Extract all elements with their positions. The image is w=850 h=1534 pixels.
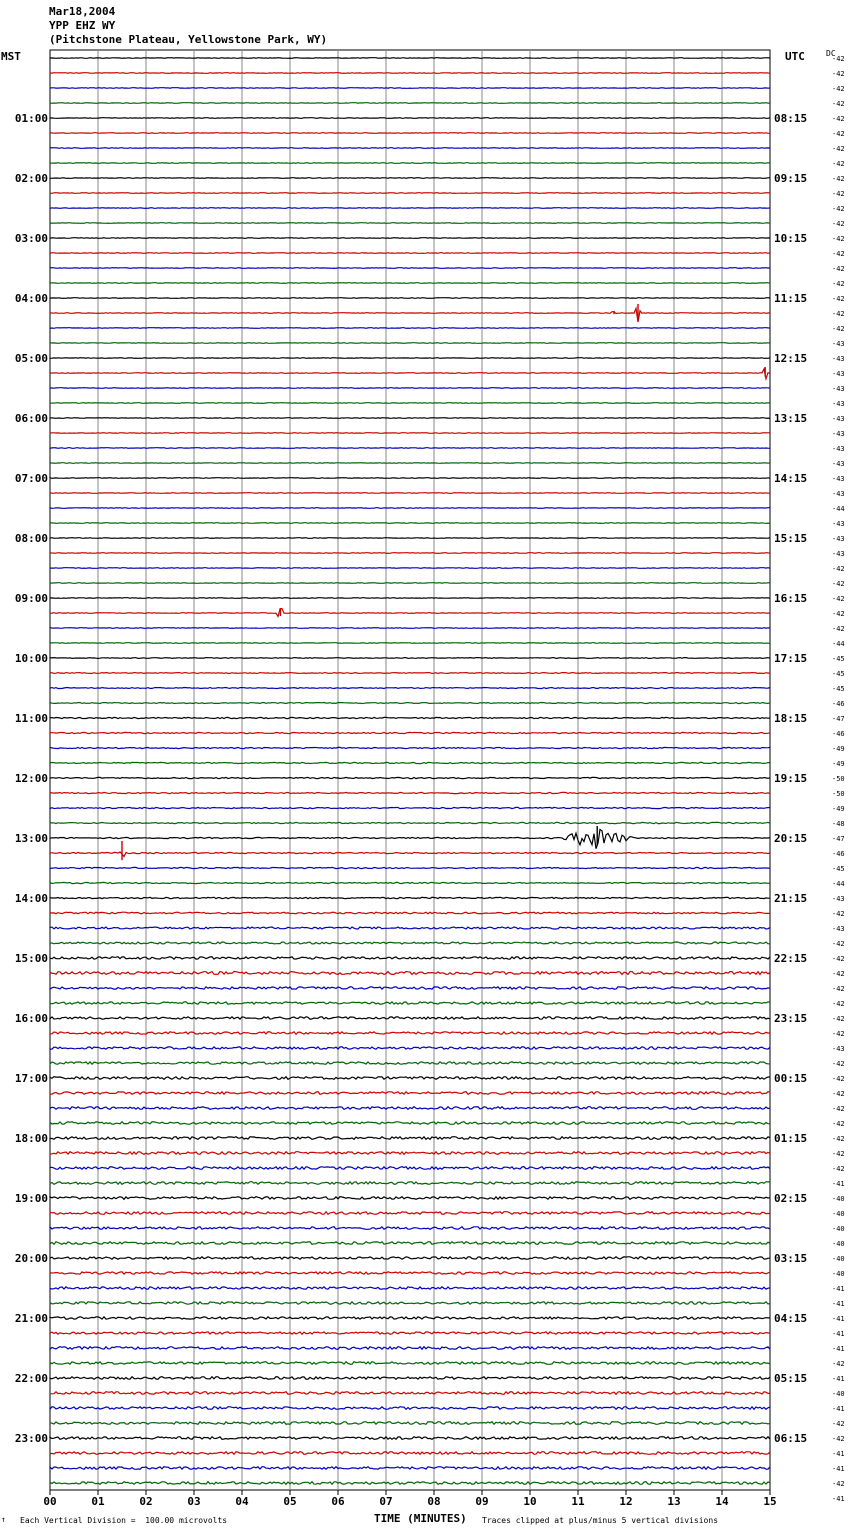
- x-tick-label: 03: [187, 1495, 201, 1508]
- trace-line: [50, 1467, 770, 1470]
- trace-line: [50, 58, 770, 59]
- mst-time-label: 13:00: [14, 832, 48, 845]
- dc-offset-label: -41: [832, 1405, 845, 1413]
- trace-line: [50, 1077, 770, 1080]
- trace-line: [50, 1092, 770, 1095]
- trace-line: [50, 343, 770, 344]
- dc-offset-label: -50: [832, 775, 845, 783]
- dc-offset-label: -41: [832, 1495, 845, 1503]
- trace-line: [50, 88, 770, 89]
- dc-offset-label: -41: [832, 1450, 845, 1458]
- mst-time-label: 22:00: [14, 1372, 48, 1385]
- dc-offset-label: -42: [832, 100, 845, 108]
- x-axis-title: TIME (MINUTES): [374, 1512, 467, 1525]
- trace-line: [50, 268, 770, 269]
- dc-offset-label: -42: [832, 985, 845, 993]
- dc-offset-label: -42: [832, 1030, 845, 1038]
- trace-line: [50, 193, 770, 194]
- x-tick-label: 00: [43, 1495, 57, 1508]
- dc-offset-label: -41: [832, 1465, 845, 1473]
- mst-time-label: 07:00: [14, 472, 48, 485]
- trace-line: [50, 1182, 770, 1185]
- utc-time-label: 23:15: [774, 1012, 808, 1025]
- trace-line: [50, 508, 770, 509]
- dc-offset-label: -42: [832, 70, 845, 78]
- utc-time-label: 22:15: [774, 952, 808, 965]
- x-tick-label: 05: [283, 1495, 297, 1508]
- dc-offset-label: -43: [832, 400, 845, 408]
- utc-time-label: 21:15: [774, 892, 808, 905]
- trace-line: [50, 208, 770, 209]
- dc-offset-label: -42: [832, 310, 845, 318]
- dc-offset-label: -41: [832, 1285, 845, 1293]
- trace-line: [50, 628, 770, 629]
- dc-offset-label: -42: [832, 1000, 845, 1008]
- mst-time-label: 11:00: [14, 712, 48, 725]
- dc-offset-label: -44: [832, 505, 845, 513]
- dc-offset-label: -42: [832, 235, 845, 243]
- dc-offset-label: -40: [832, 1210, 845, 1218]
- dc-offset-label: -43: [832, 430, 845, 438]
- mst-time-label: 01:00: [14, 112, 48, 125]
- trace-line: [50, 987, 770, 989]
- dc-offset-label: -42: [832, 910, 845, 918]
- dc-offset-label: -46: [832, 850, 845, 858]
- x-tick-label: 12: [619, 1495, 633, 1508]
- dc-offset-label: -42: [832, 610, 845, 618]
- dc-offset-label: -42: [832, 1480, 845, 1488]
- dc-offset-label: -42: [832, 220, 845, 228]
- dc-axis-title: DC: [826, 49, 836, 58]
- utc-time-label: 18:15: [774, 712, 808, 725]
- trace-line: [50, 777, 770, 778]
- mst-time-label: 02:00: [14, 172, 48, 185]
- dc-offset-label: -42: [832, 1420, 845, 1428]
- mst-time-label: 03:00: [14, 232, 48, 245]
- trace-line: [50, 1437, 770, 1440]
- trace-line: [50, 583, 770, 584]
- utc-time-label: 04:15: [774, 1312, 808, 1325]
- trace-line: [50, 658, 770, 659]
- dc-offset-label: -43: [832, 490, 845, 498]
- trace-line: [50, 463, 770, 464]
- dc-offset-label: -40: [832, 1225, 845, 1233]
- trace-line: [50, 1482, 770, 1485]
- dc-offset-label: -45: [832, 685, 845, 693]
- dc-offset-label: -42: [832, 1090, 845, 1098]
- trace-line: [50, 478, 770, 479]
- mst-time-label: 18:00: [14, 1132, 48, 1145]
- trace-line: [50, 133, 770, 134]
- dc-offset-label: -43: [832, 1045, 845, 1053]
- dc-offset-label: -42: [832, 1015, 845, 1023]
- dc-offset-label: -44: [832, 640, 845, 648]
- station-name: YPP EHZ WY: [49, 19, 116, 32]
- dc-offset-label: -49: [832, 745, 845, 753]
- mst-time-label: 23:00: [14, 1432, 48, 1445]
- x-tick-label: 06: [331, 1495, 345, 1508]
- trace-line: [50, 717, 770, 718]
- mst-time-label: 15:00: [14, 952, 48, 965]
- trace-line: [50, 1422, 770, 1425]
- dc-offset-label: -48: [832, 820, 845, 828]
- trace-line: [50, 538, 770, 539]
- utc-time-label: 16:15: [774, 592, 808, 605]
- mst-time-label: 21:00: [14, 1312, 48, 1325]
- trace-line: [50, 897, 770, 898]
- trace-line: [50, 283, 770, 284]
- trace-line: [50, 688, 770, 689]
- trace-line: [50, 73, 770, 74]
- trace-line: [50, 1032, 770, 1034]
- trace-line: [50, 178, 770, 179]
- trace-line: [50, 1272, 770, 1274]
- dc-offset-label: -42: [832, 280, 845, 288]
- trace-line: [50, 553, 770, 554]
- x-tick-label: 15: [763, 1495, 777, 1508]
- dc-offset-label: -42: [832, 1120, 845, 1128]
- mst-time-label: 08:00: [14, 532, 48, 545]
- trace-line: [50, 1332, 770, 1334]
- dc-offset-label: -45: [832, 865, 845, 873]
- dc-offset-label: -42: [832, 145, 845, 153]
- utc-time-label: 01:15: [774, 1132, 808, 1145]
- trace-line: [50, 1317, 770, 1319]
- trace-line: [50, 829, 770, 848]
- utc-time-label: 13:15: [774, 412, 808, 425]
- dc-offset-label: -42: [832, 1135, 845, 1143]
- trace-line: [50, 1212, 770, 1215]
- dc-offset-label: -41: [832, 1345, 845, 1353]
- trace-line: [50, 568, 770, 569]
- trace-line: [50, 523, 770, 524]
- utc-time-label: 03:15: [774, 1252, 808, 1265]
- station-location: (Pitchstone Plateau, Yellowstone Park, WY): [49, 33, 328, 46]
- dc-offset-label: -42: [832, 955, 845, 963]
- trace-line: [50, 1227, 770, 1230]
- utc-time-label: 15:15: [774, 532, 808, 545]
- mst-time-label: 19:00: [14, 1192, 48, 1205]
- dc-offset-label: -43: [832, 370, 845, 378]
- dc-offset-label: -40: [832, 1270, 845, 1278]
- trace-line: [50, 163, 770, 164]
- x-tick-label: 07: [379, 1495, 393, 1508]
- dc-offset-label: -45: [832, 670, 845, 678]
- utc-time-label: 06:15: [774, 1432, 808, 1445]
- dc-offset-label: -42: [832, 1360, 845, 1368]
- utc-time-label: 12:15: [774, 352, 808, 365]
- dc-offset-label: -50: [832, 790, 845, 798]
- trace-line: [50, 103, 770, 104]
- dc-offset-label: -42: [832, 250, 845, 258]
- x-tick-label: 13: [667, 1495, 681, 1508]
- dc-offset-label: -42: [832, 1165, 845, 1173]
- trace-line: [50, 1152, 770, 1155]
- trace-line: [50, 403, 770, 404]
- mst-time-label: 10:00: [14, 652, 48, 665]
- trace-line: [50, 1287, 770, 1289]
- utc-time-label: 10:15: [774, 232, 808, 245]
- trace-line: [50, 1407, 770, 1410]
- trace-line: [50, 942, 770, 944]
- dc-offset-label: -42: [832, 130, 845, 138]
- trace-line: [50, 253, 770, 254]
- trace-line: [50, 1137, 770, 1140]
- mst-axis-title: MST: [1, 50, 21, 63]
- dc-offset-label: -42: [832, 175, 845, 183]
- trace-line: [50, 972, 770, 975]
- dc-offset-label: -41: [832, 1300, 845, 1308]
- dc-offset-label: -49: [832, 760, 845, 768]
- dc-offset-label: -46: [832, 700, 845, 708]
- trace-line: [50, 298, 770, 299]
- x-tick-label: 02: [139, 1495, 153, 1508]
- dc-offset-label: -42: [832, 580, 845, 588]
- dc-offset-label: -43: [832, 475, 845, 483]
- mst-time-label: 16:00: [14, 1012, 48, 1025]
- dc-offset-label: -43: [832, 340, 845, 348]
- trace-line: [50, 1257, 770, 1259]
- x-tick-label: 14: [715, 1495, 729, 1508]
- mst-time-label: 09:00: [14, 592, 48, 605]
- trace-line: [50, 762, 770, 763]
- dc-offset-label: -42: [832, 1075, 845, 1083]
- trace-line: [50, 1197, 770, 1200]
- x-tick-label: 10: [523, 1495, 537, 1508]
- mst-time-label: 20:00: [14, 1252, 48, 1265]
- dc-offset-label: -43: [832, 520, 845, 528]
- dc-offset-label: -42: [832, 55, 845, 63]
- dc-offset-label: -43: [832, 445, 845, 453]
- trace-line: [50, 1017, 770, 1019]
- mst-time-label: 17:00: [14, 1072, 48, 1085]
- plot-date: Mar18,2004: [49, 5, 116, 18]
- x-tick-label: 04: [235, 1495, 249, 1508]
- dc-offset-label: -45: [832, 655, 845, 663]
- trace-line: [50, 358, 770, 359]
- dc-offset-label: -42: [832, 85, 845, 93]
- utc-time-label: 09:15: [774, 172, 808, 185]
- dc-offset-label: -42: [832, 565, 845, 573]
- trace-line: [50, 643, 770, 644]
- trace-line: [50, 1302, 770, 1304]
- dc-offset-label: -42: [832, 190, 845, 198]
- mst-time-label: 06:00: [14, 412, 48, 425]
- dc-offset-label: -46: [832, 730, 845, 738]
- trace-line: [50, 1452, 770, 1455]
- utc-axis-title: UTC: [785, 50, 805, 63]
- dc-offset-label: -43: [832, 550, 845, 558]
- dc-offset-label: -42: [832, 295, 845, 303]
- trace-line: [50, 1347, 770, 1350]
- trace-line: [50, 493, 770, 494]
- dc-offset-label: -44: [832, 880, 845, 888]
- x-tick-label: 01: [91, 1495, 105, 1508]
- trace-line: [50, 1392, 770, 1395]
- mst-time-label: 05:00: [14, 352, 48, 365]
- dc-offset-label: -42: [832, 160, 845, 168]
- trace-line: [50, 1122, 770, 1125]
- trace-line: [50, 912, 770, 914]
- dc-offset-label: -40: [832, 1240, 845, 1248]
- dc-offset-label: -41: [832, 1330, 845, 1338]
- utc-time-label: 00:15: [774, 1072, 808, 1085]
- x-tick-label: 11: [571, 1495, 585, 1508]
- trace-line: [50, 822, 770, 823]
- dc-offset-label: -47: [832, 835, 845, 843]
- dc-offset-label: -43: [832, 925, 845, 933]
- clip-note: Traces clipped at plus/minus 5 vertical divisions: [482, 1516, 719, 1525]
- trace-line: [50, 433, 770, 434]
- mst-time-label: 04:00: [14, 292, 48, 305]
- utc-time-label: 20:15: [774, 832, 808, 845]
- dc-offset-label: -42: [832, 940, 845, 948]
- dc-offset-label: -41: [832, 1180, 845, 1188]
- utc-time-label: 19:15: [774, 772, 808, 785]
- trace-line: [50, 703, 770, 704]
- trace-line: [50, 882, 770, 883]
- dc-offset-label: -42: [832, 325, 845, 333]
- dc-offset-label: -41: [832, 1375, 845, 1383]
- dc-offset-label: -43: [832, 535, 845, 543]
- x-tick-label: 09: [475, 1495, 489, 1508]
- plot-frame: [50, 50, 770, 1490]
- dc-offset-label: -43: [832, 355, 845, 363]
- dc-offset-label: -42: [832, 115, 845, 123]
- scale-note: Each Vertical Division = 100.00 microvolts: [20, 1516, 228, 1525]
- trace-line: [50, 747, 770, 748]
- dc-offset-label: -47: [832, 715, 845, 723]
- dc-offset-label: -40: [832, 1255, 845, 1263]
- trace-line: [50, 1047, 770, 1049]
- utc-time-label: 14:15: [774, 472, 808, 485]
- trace-line: [50, 1002, 770, 1004]
- dc-offset-label: -42: [832, 625, 845, 633]
- dc-offset-label: -40: [832, 1390, 845, 1398]
- trace-line: [50, 609, 770, 617]
- trace-line: [50, 792, 770, 793]
- trace-line: [50, 328, 770, 329]
- dc-offset-label: -43: [832, 895, 845, 903]
- dc-offset-label: -43: [832, 460, 845, 468]
- trace-line: [50, 308, 770, 322]
- dc-offset-label: -42: [832, 970, 845, 978]
- trace-line: [50, 148, 770, 149]
- mst-time-label: 12:00: [14, 772, 48, 785]
- dc-offset-label: -42: [832, 1105, 845, 1113]
- dc-offset-label: -42: [832, 265, 845, 273]
- dc-offset-label: -42: [832, 205, 845, 213]
- dc-offset-label: -42: [832, 1150, 845, 1158]
- dc-offset-label: -42: [832, 1060, 845, 1068]
- dc-offset-label: -42: [832, 595, 845, 603]
- trace-line: [50, 1242, 770, 1245]
- trace-line: [50, 238, 770, 239]
- trace-line: [50, 957, 770, 959]
- dc-offset-label: -49: [832, 805, 845, 813]
- trace-line: [50, 867, 770, 868]
- trace-line: [50, 927, 770, 929]
- x-tick-label: 08: [427, 1495, 441, 1508]
- trace-line: [50, 673, 770, 674]
- utc-time-label: 11:15: [774, 292, 808, 305]
- trace-line: [50, 223, 770, 224]
- dc-offset-label: -42: [832, 1435, 845, 1443]
- dc-offset-label: -41: [832, 1315, 845, 1323]
- utc-time-label: 02:15: [774, 1192, 808, 1205]
- trace-line: [50, 1062, 770, 1064]
- dc-offset-label: -40: [832, 1195, 845, 1203]
- trace-line: [50, 369, 770, 379]
- trace-line: [50, 732, 770, 733]
- trace-line: [50, 807, 770, 808]
- trace-line: [50, 1167, 770, 1170]
- trace-line: [50, 1107, 770, 1110]
- trace-line: [50, 448, 770, 449]
- utc-time-label: 08:15: [774, 112, 808, 125]
- trace-line: [50, 852, 770, 857]
- utc-time-label: 17:15: [774, 652, 808, 665]
- trace-line: [50, 418, 770, 419]
- trace-line: [50, 118, 770, 119]
- dc-offset-label: -43: [832, 415, 845, 423]
- footer-mark: ↑: [1, 1515, 6, 1524]
- utc-time-label: 05:15: [774, 1372, 808, 1385]
- trace-line: [50, 598, 770, 599]
- trace-line: [50, 1362, 770, 1365]
- trace-line: [50, 388, 770, 389]
- trace-line: [50, 1377, 770, 1380]
- dc-offset-label: -43: [832, 385, 845, 393]
- mst-time-label: 14:00: [14, 892, 48, 905]
